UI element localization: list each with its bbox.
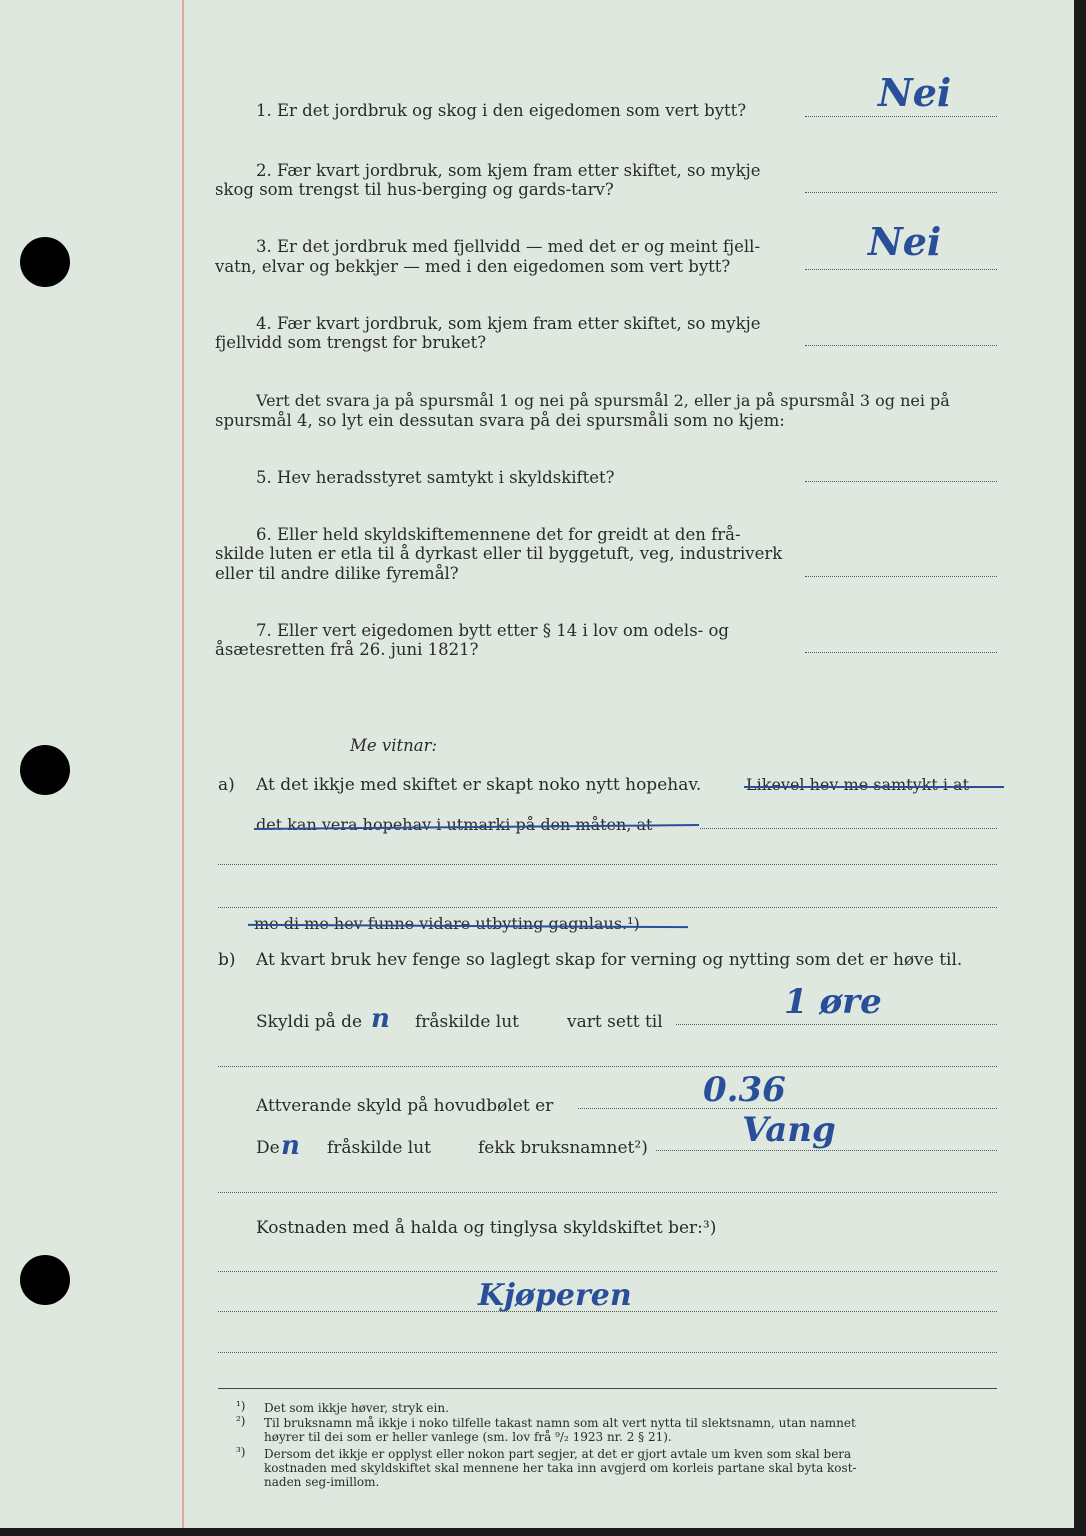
question-5: 5. Hev heradsstyret samtykt i skyldskiftet? — [256, 468, 615, 487]
answer-line — [218, 1352, 997, 1353]
namn-suffix: n — [281, 1131, 300, 1161]
answer-line — [805, 481, 997, 482]
question-4-line2: fjellvidd som trengst for bruket? — [215, 333, 487, 352]
punch-hole — [20, 237, 70, 287]
answer-line — [676, 1024, 997, 1025]
footnote-divider — [218, 1388, 997, 1389]
answer-line — [218, 1066, 997, 1067]
footnote-2-line1: Til bruksnamn må ikkje i noko tilfelle takast namn som alt vert nytta til slektsnamn, utan namnet — [264, 1416, 856, 1430]
answer-line — [805, 576, 997, 577]
witness-a-label: a) — [218, 775, 235, 795]
answer-line — [805, 269, 997, 270]
answer-line — [218, 907, 997, 908]
footnote-3-line3: naden seg-imillom. — [264, 1475, 380, 1489]
footnote-2-line2: høyrer til dei som er heller vanlege (sm. lov frå ⁹/₂ 1923 nr. 2 § 21). — [264, 1430, 672, 1444]
answer-q1: Nei — [878, 70, 952, 115]
witness-b-label: b) — [218, 950, 236, 970]
skyld-label-c: vart sett til — [567, 1012, 663, 1032]
question-6-line3: eller til andre dilike fyremål? — [215, 564, 459, 583]
attverande-label: Attverande skyld på hovudbølet er — [256, 1096, 554, 1116]
answer-line — [805, 652, 997, 653]
footnote-1-mark: ¹) — [236, 1399, 246, 1413]
answer-line — [805, 192, 997, 193]
margin-rule — [182, 0, 184, 1528]
namn-label-a: De — [256, 1138, 280, 1158]
question-1: 1. Er det jordbruk og skog i den eigedomen som vert bytt? — [256, 101, 747, 120]
question-3-line2: vatn, elvar og bekkjer — med i den eigedomen som vert bytt? — [215, 257, 731, 276]
answer-line — [218, 1311, 997, 1312]
namn-label-b: fråskilde lut — [327, 1138, 432, 1158]
punch-hole — [20, 1255, 70, 1305]
answer-line — [805, 116, 997, 117]
skyld-label-b: fråskilde lut — [415, 1012, 520, 1032]
footnote-3-mark: ³) — [236, 1445, 246, 1459]
footnote-2-mark: ²) — [236, 1414, 246, 1428]
answer-line — [805, 345, 997, 346]
strike-through — [744, 786, 1004, 788]
question-2-line1: 2. Fær kvart jordbruk, som kjem fram etter skiftet, so mykje — [256, 161, 761, 180]
answer-line — [700, 828, 997, 829]
footnote-3-line1: Dersom det ikkje er opplyst eller nokon part segjer, at det er gjort avtale um kven som skal bera — [264, 1447, 852, 1461]
skyld-label-a: Skyldi på de — [256, 1012, 363, 1032]
kostnad-value: Kjøperen — [478, 1278, 632, 1313]
attverande-value: 0.36 — [703, 1070, 786, 1110]
skyld-value: 1 øre — [784, 982, 882, 1022]
question-7-line1: 7. Eller vert eigedomen bytt etter § 14 i lov om odels- og — [256, 621, 729, 640]
answer-line — [656, 1150, 997, 1151]
skyld-suffix: n — [371, 1004, 390, 1034]
answer-line — [218, 864, 997, 865]
witness-a-struck-3: me di me hev funne vidare utbyting gagnlaus.¹) — [254, 914, 640, 933]
question-6-line1: 6. Eller held skyldskiftemennene det for greidt at den frå- — [256, 525, 741, 544]
namn-value: Vang — [742, 1110, 836, 1150]
instruction-line2: spursmål 4, so lyt ein dessutan svara på dei spursmåli som no kjem: — [215, 411, 785, 430]
kostnad-label: Kostnaden med å halda og tinglysa skyldskiftet ber:³) — [256, 1218, 717, 1238]
question-7-line2: åsætesretten frå 26. juni 1821? — [215, 640, 479, 659]
punch-hole — [20, 745, 70, 795]
witness-a-struck-1: Likevel hev me samtykt i at — [746, 775, 970, 794]
footnote-3-line2: kostnaden med skyldskiftet skal mennene her taka inn avgjerd om korleis partane skal byta kost- — [264, 1461, 857, 1475]
witness-heading: Me vitnar: — [350, 736, 438, 755]
question-6-line2: skilde luten er etla til å dyrkast eller til byggetuft, veg, industriverk — [215, 544, 783, 563]
question-4-line1: 4. Fær kvart jordbruk, som kjem fram etter skiftet, so mykje — [256, 314, 761, 333]
answer-line — [578, 1108, 997, 1109]
instruction-line1: Vert det svara ja på spursmål 1 og nei på spursmål 2, eller ja på spursmål 3 og nei på — [256, 391, 950, 410]
question-3-line1: 3. Er det jordbruk med fjellvidd — med det er og meint fjell- — [256, 237, 761, 256]
answer-q3: Nei — [868, 219, 942, 264]
witness-a-struck-2: det kan vera hopehav i utmarki på den måten, at — [256, 815, 653, 834]
namn-label-c: fekk bruksnamnet²) — [478, 1138, 648, 1158]
footnote-1: Det som ikkje høver, stryk ein. — [264, 1401, 449, 1415]
question-2-line2: skog som trengst til hus-berging og gards-tarv? — [215, 180, 614, 199]
answer-line — [218, 1192, 997, 1193]
witness-b-text: At kvart bruk hev fenge so laglegt skap for verning og nytting som det er høve til. — [256, 950, 963, 970]
answer-line — [218, 1271, 997, 1272]
witness-a-text: At det ikkje med skiftet er skapt noko nytt hopehav. — [256, 775, 702, 795]
